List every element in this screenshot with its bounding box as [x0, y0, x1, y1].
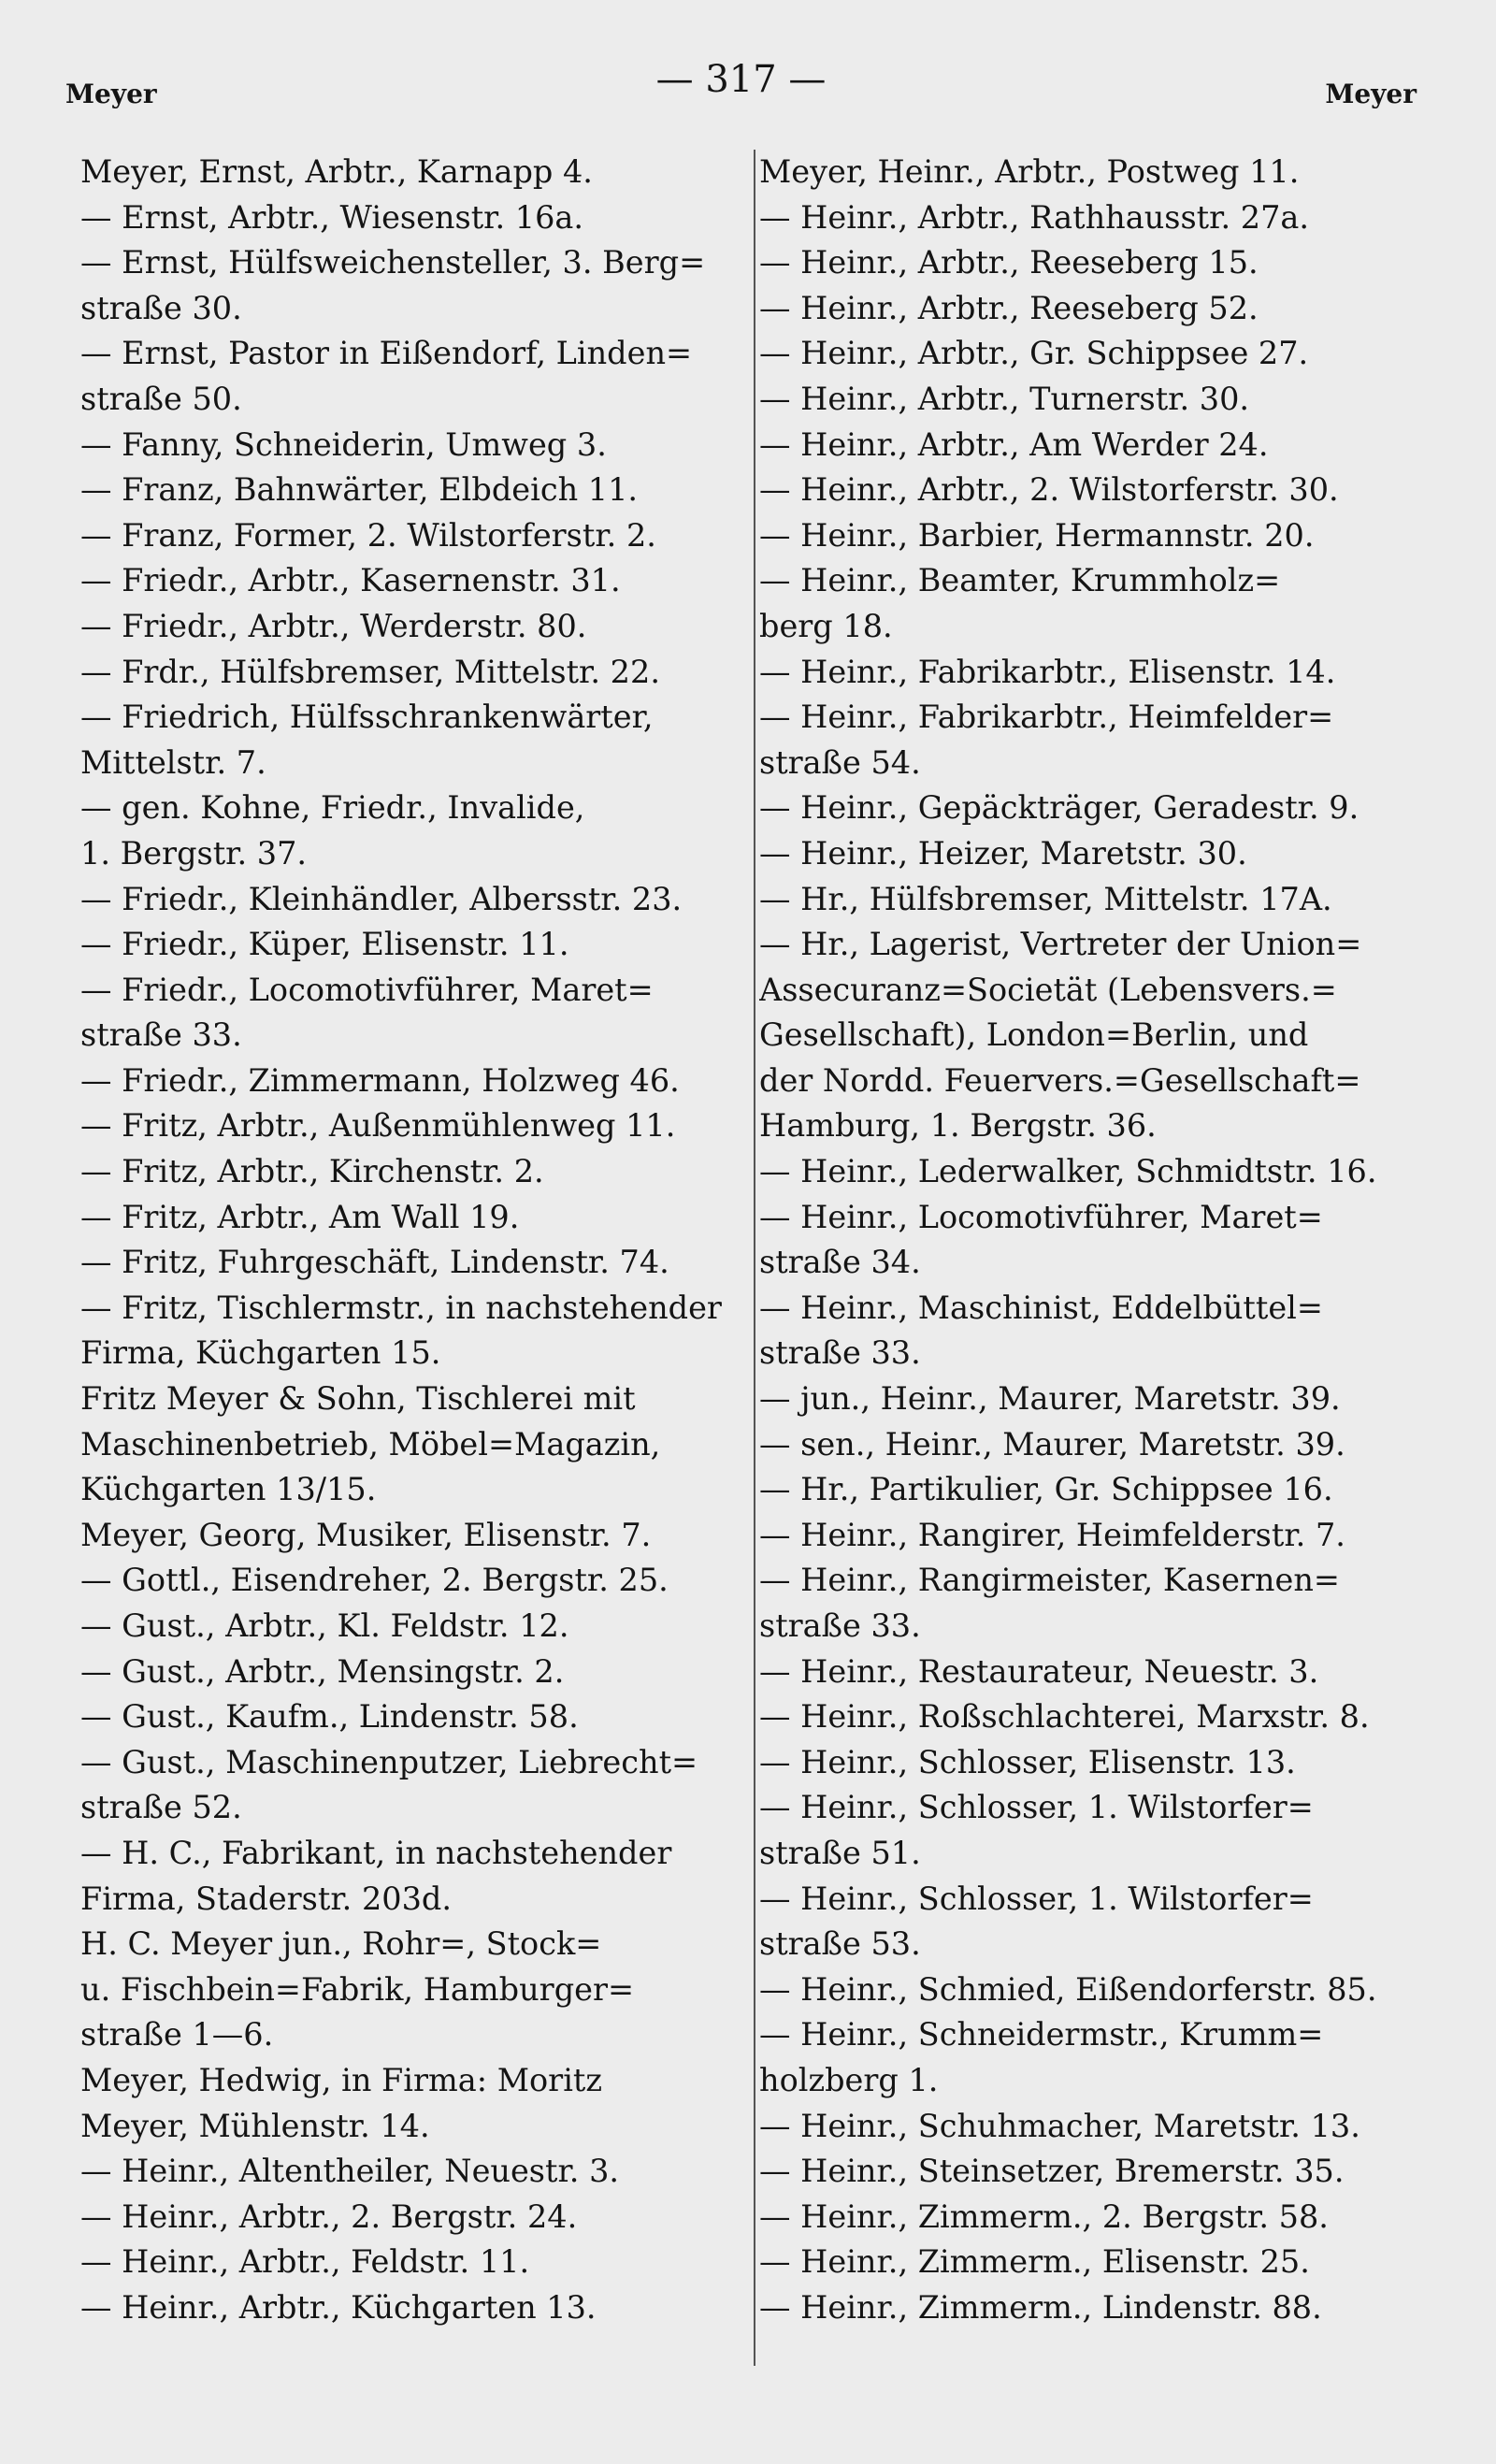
directory-entry-line: Gesellschaft), London=Berlin, und — [759, 1016, 1309, 1054]
directory-entry-line: Meyer, Heinr., Arbtr., Postweg 11. — [759, 153, 1300, 190]
directory-entry-line: u. Fischbein=Fabrik, Hamburger= — [80, 1970, 635, 2008]
directory-entry-line: berg 18. — [759, 607, 893, 644]
directory-entry-line: — Fritz, Arbtr., Außenmühlenweg 11. — [80, 1107, 676, 1145]
directory-entry-line: — Gust., Arbtr., Kl. Feldstr. 12. — [80, 1607, 569, 1644]
page-number: — 317 — — [655, 58, 827, 101]
directory-entry-line: — Heinr., Arbtr., Küchgarten 13. — [80, 2288, 597, 2326]
header-left-keyword: Meyer — [65, 79, 157, 109]
directory-entry-line: — Heinr., Schlosser, 1. Wilstorfer= — [759, 1789, 1314, 1826]
directory-entry-line: straße 33. — [759, 1334, 921, 1372]
directory-entry-line: — Heinr., Maschinist, Eddelbüttel= — [759, 1289, 1323, 1326]
directory-entry-line: straße 34. — [759, 1244, 921, 1281]
directory-entry-line: — Fritz, Arbtr., Kirchenstr. 2. — [80, 1153, 544, 1190]
directory-entry-line: — sen., Heinr., Maurer, Maretstr. 39. — [759, 1425, 1345, 1463]
directory-entry-line: Küchgarten 13/15. — [80, 1471, 377, 1508]
directory-entry-line: — Heinr., Arbtr., 2. Bergstr. 24. — [80, 2197, 578, 2235]
directory-entry-line: — Hr., Lagerist, Vertreter der Union= — [759, 926, 1362, 963]
directory-entry-line: — Heinr., Barbier, Hermannstr. 20. — [759, 516, 1315, 554]
directory-entry-line: — Heinr., Schuhmacher, Maretstr. 13. — [759, 2107, 1360, 2144]
directory-entry-line: straße 1—6. — [80, 2016, 274, 2053]
directory-entry-line: — gen. Kohne, Friedr., Invalide, — [80, 789, 585, 827]
directory-entry-line: Hamburg, 1. Bergstr. 36. — [759, 1107, 1157, 1145]
directory-entry-line: straße 33. — [759, 1607, 921, 1644]
directory-entry-line: — Heinr., Arbtr., Rathhausstr. 27a. — [759, 198, 1310, 236]
directory-entry-line: — jun., Heinr., Maurer, Maretstr. 39. — [759, 1380, 1341, 1418]
directory-entry-line: — Ernst, Pastor in Eißendorf, Linden= — [80, 335, 693, 372]
directory-entry-line: Meyer, Mühlenstr. 14. — [80, 2107, 430, 2144]
directory-entry-line: — Heinr., Zimmerm., 2. Bergstr. 58. — [759, 2197, 1329, 2235]
directory-entry-line: — Heinr., Lederwalker, Schmidtstr. 16. — [759, 1153, 1377, 1190]
directory-entry-line: — Heinr., Gepäckträger, Geradestr. 9. — [759, 789, 1359, 827]
directory-entry-line: — Heinr., Arbtr., Gr. Schippsee 27. — [759, 335, 1309, 372]
directory-entry-line: — Gust., Maschinenputzer, Liebrecht= — [80, 1743, 698, 1780]
directory-entry-line: — Heinr., Arbtr., Reeseberg 15. — [759, 244, 1259, 281]
directory-entry-line: — Heinr., Arbtr., Reeseberg 52. — [759, 289, 1259, 326]
directory-entry-line: straße 54. — [759, 743, 921, 781]
directory-entry-line: Firma, Küchgarten 15. — [80, 1334, 441, 1372]
directory-entry-line: — Heinr., Locomotivführer, Maret= — [759, 1198, 1323, 1235]
directory-entry-line: — Friedr., Arbtr., Kasernenstr. 31. — [80, 562, 621, 599]
directory-entry-line: Mittelstr. 7. — [80, 743, 266, 781]
directory-entry-line: straße 30. — [80, 289, 242, 326]
directory-entry-line: — Heinr., Rangirer, Heimfelderstr. 7. — [759, 1516, 1345, 1553]
directory-entry-line: — Heinr., Arbtr., 2. Wilstorferstr. 30. — [759, 471, 1339, 509]
directory-entry-line: — Friedr., Kleinhändler, Albersstr. 23. — [80, 880, 683, 917]
directory-entry-line: Firma, Staderstr. 203d. — [80, 1880, 452, 1917]
directory-entry-line: — Hr., Hülfsbremser, Mittelstr. 17A. — [759, 880, 1332, 917]
directory-entry-line: — Hr., Partikulier, Gr. Schippsee 16. — [759, 1471, 1333, 1508]
directory-entry-line: Fritz Meyer & Sohn, Tischlerei mit — [80, 1380, 636, 1418]
directory-entry-line: Maschinenbetrieb, Möbel=Magazin, — [80, 1425, 661, 1463]
directory-entry-line: straße 50. — [80, 380, 242, 417]
directory-entry-line: — Heinr., Steinsetzer, Bremerstr. 35. — [759, 2153, 1345, 2190]
directory-entry-line: — Fritz, Arbtr., Am Wall 19. — [80, 1198, 520, 1235]
directory-entry-line: — Frdr., Hülfsbremser, Mittelstr. 22. — [80, 653, 660, 690]
directory-entry-line: — Gottl., Eisendreher, 2. Bergstr. 25. — [80, 1562, 669, 1599]
directory-entry-line: — Ernst, Hülfsweichensteller, 3. Berg= — [80, 244, 706, 281]
directory-entry-line: — Friedr., Locomotivführer, Maret= — [80, 971, 654, 1008]
directory-entry-line: Meyer, Hedwig, in Firma: Moritz — [80, 2061, 603, 2098]
directory-entry-line: — Ernst, Arbtr., Wiesenstr. 16a. — [80, 198, 584, 236]
directory-entry-line: — Heinr., Fabrikarbtr., Heimfelder= — [759, 699, 1334, 736]
directory-entry-line: holzberg 1. — [759, 2061, 939, 2098]
header-right-keyword: Meyer — [1325, 79, 1417, 109]
directory-entry-line: Meyer, Ernst, Arbtr., Karnapp 4. — [80, 153, 593, 190]
directory-entry-line: — Heinr., Schlosser, Elisenstr. 13. — [759, 1743, 1296, 1780]
right-column — [759, 150, 1434, 2331]
directory-entry-line: — Franz, Former, 2. Wilstorferstr. 2. — [80, 516, 656, 554]
directory-entry-line: — Heinr., Rangirmeister, Kasernen= — [759, 1562, 1340, 1599]
directory-entry-line: — Gust., Arbtr., Mensingstr. 2. — [80, 1652, 565, 1690]
directory-entry-line: — Heinr., Fabrikarbtr., Elisenstr. 14. — [759, 653, 1336, 690]
directory-entry-line: — Fritz, Fuhrgeschäft, Lindenstr. 74. — [80, 1244, 669, 1281]
directory-entry-line: — H. C., Fabrikant, in nachstehender — [80, 1834, 672, 1871]
directory-entry-line: — Friedr., Zimmermann, Holzweg 46. — [80, 1061, 680, 1099]
directory-entry-line: der Nordd. Feuervers.=Gesellschaft= — [759, 1061, 1361, 1099]
column-divider — [754, 150, 755, 2366]
directory-entry-line: — Heinr., Restaurateur, Neuestr. 3. — [759, 1652, 1319, 1690]
left-column — [80, 150, 735, 2331]
directory-entry-line: — Heinr., Schmied, Eißendorferstr. 85. — [759, 1970, 1377, 2008]
directory-entry-line: — Heinr., Roßschlachterei, Marxstr. 8. — [759, 1698, 1370, 1736]
directory-entry-line: — Heinr., Arbtr., Feldstr. 11. — [80, 2243, 530, 2281]
directory-entry-line: straße 52. — [80, 1789, 242, 1826]
directory-entry-line: — Fanny, Schneiderin, Umweg 3. — [80, 425, 607, 463]
directory-entry-line: H. C. Meyer jun., Rohr=, Stock= — [80, 1925, 602, 1963]
directory-entry-line: — Heinr., Arbtr., Am Werder 24. — [759, 425, 1269, 463]
directory-entry-line: Assecuranz=Societät (Lebensvers.= — [759, 971, 1337, 1008]
page-header — [65, 58, 1417, 114]
directory-entry-line: — Friedr., Arbtr., Werderstr. 80. — [80, 607, 587, 644]
directory-entry-line: — Heinr., Heizer, Maretstr. 30. — [759, 834, 1247, 872]
directory-entry-line: — Fritz, Tischlermstr., in nachstehender — [80, 1289, 722, 1326]
directory-entry-line: — Heinr., Schneidermstr., Krumm= — [759, 2016, 1324, 2053]
directory-entry-line: — Heinr., Zimmerm., Elisenstr. 25. — [759, 2243, 1310, 2281]
directory-entry-line: — Heinr., Arbtr., Turnerstr. 30. — [759, 380, 1250, 417]
directory-entry-line: — Heinr., Beamter, Krummholz= — [759, 562, 1281, 599]
directory-entry-line: — Friedrich, Hülfsschrankenwärter, — [80, 699, 654, 736]
directory-entry-line: — Heinr., Schlosser, 1. Wilstorfer= — [759, 1880, 1314, 1917]
directory-entry-line: straße 53. — [759, 1925, 921, 1963]
directory-entry-line: 1. Bergstr. 37. — [80, 834, 308, 872]
directory-entry-line: — Franz, Bahnwärter, Elbdeich 11. — [80, 471, 639, 509]
directory-entry-line: Meyer, Georg, Musiker, Elisenstr. 7. — [80, 1516, 652, 1553]
directory-entry-line: straße 33. — [80, 1016, 242, 1054]
directory-entry-line: straße 51. — [759, 1834, 921, 1871]
directory-entry-line: — Heinr., Zimmerm., Lindenstr. 88. — [759, 2288, 1322, 2326]
directory-entry-line: — Gust., Kaufm., Lindenstr. 58. — [80, 1698, 579, 1736]
directory-entry-line: — Friedr., Küper, Elisenstr. 11. — [80, 926, 569, 963]
directory-entry-line: — Heinr., Altentheiler, Neuestr. 3. — [80, 2153, 620, 2190]
